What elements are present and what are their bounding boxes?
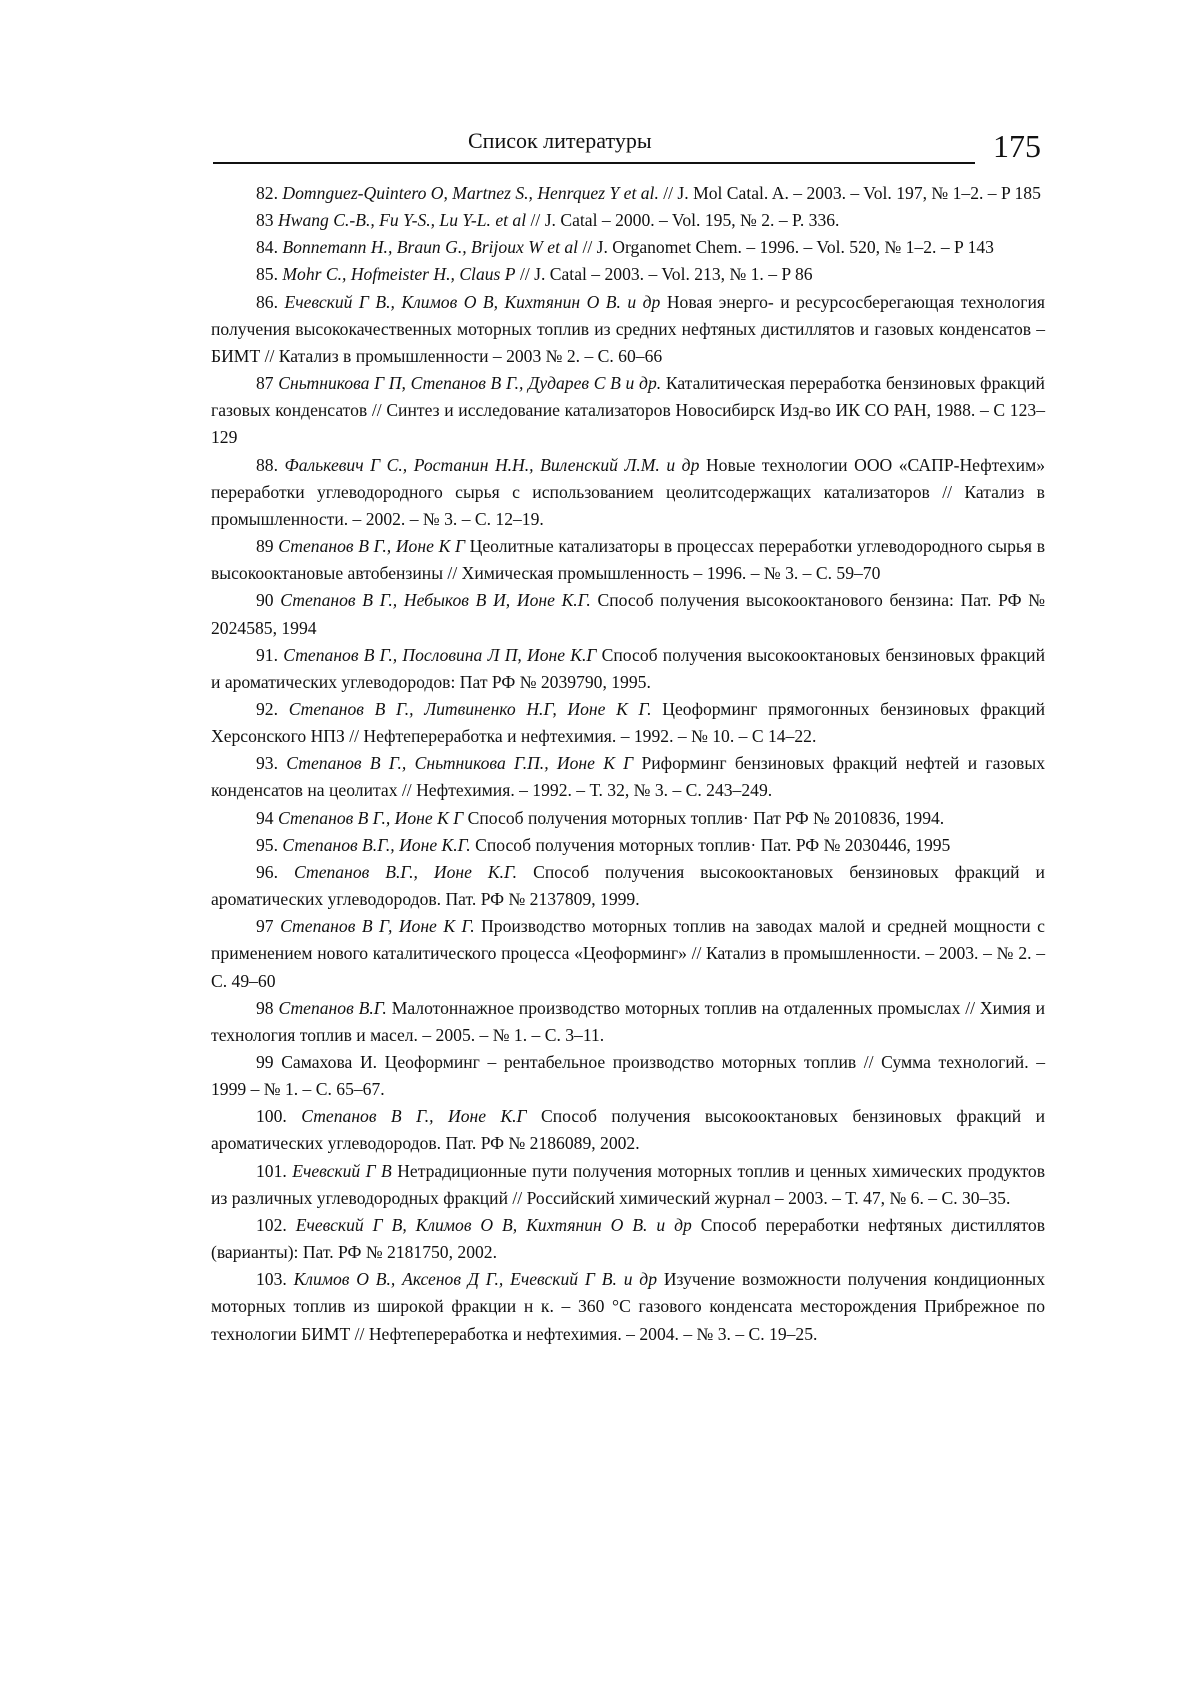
reference-item — [211, 234, 1045, 261]
reference-authors: Фалькевич Г С., Ростанин Н.Н., Виленский Л.М. и др — [284, 454, 700, 475]
reference-item — [211, 995, 1045, 1049]
reference-number: 85. — [256, 264, 278, 285]
reference-item — [211, 1103, 1045, 1157]
reference-text: Риформинг бензиновых фракций нефтей и газовых конденсатов на цеолитах // Нефтехимия. – 1992. – Т. 32, № 3. – С. 243–249. — [211, 753, 1045, 801]
reference-text: Новые технологии ООО «САПР-Нефтехим» переработки углеводородного сырья с использованием цеолитсодержащих катализаторов // Катализ в промышленности. – 2002. – № 3. – С. 12–19. — [211, 454, 1046, 529]
reference-authors: Климов О В., Аксенов Д Г., Ечевский Г В. и др — [293, 1269, 658, 1290]
reference-text: Малотоннажное производство моторных топлив на отдаленных промыслах // Химия и технология топлив и масел. – 2005. – № 1. – С. 3–11. — [211, 997, 1045, 1045]
reference-text: Цеолитные катализаторы в процессах переработки углеводородного сырья в высокооктановые автобензины // Химическая промышленность – 1996. – № 3. – С. 59–70 — [211, 536, 1046, 584]
reference-text: Способ получения высокооктановых бензиновых фракций и ароматических углеводородов. Пат. РФ № 2186089, 2002. — [211, 1106, 1045, 1154]
reference-authors: Степанов В Г., Небыков В И, Ионе К.Г. — [280, 590, 591, 611]
reference-number: 91. — [256, 644, 278, 665]
running-title: Список литературы — [468, 128, 652, 153]
reference-number: 97 — [256, 916, 274, 937]
reference-authors: Степанов В.Г., Ионе К.Г. — [294, 861, 518, 882]
reference-authors: Domnguez-Quintero O, Martnez S., Henrquez Y et al. — [282, 183, 659, 203]
reference-text: Самахова И. Цеоформинг – рентабельное производство моторных топлив // Сумма технологий. – 1999 – № 1. – С. 65–67. — [211, 1052, 1045, 1100]
page-number: 175 — [993, 128, 1041, 164]
reference-authors: Степанов В Г., Сньтникова Г.П., Ионе К Г — [286, 753, 634, 774]
reference-number: 82. — [256, 183, 278, 203]
reference-number: 100. — [256, 1106, 287, 1127]
reference-number: 88. — [256, 454, 278, 475]
reference-authors: Степанов В Г., Ионе К.Г — [301, 1106, 527, 1127]
reference-number: 83 — [256, 210, 274, 231]
reference-authors: Сньтникова Г П, Степанов В Г., Дударев С В и др. — [278, 373, 662, 394]
reference-number: 94 — [256, 807, 274, 828]
reference-text: // J. Mol Catal. A. – 2003. – Vol. 197, № 1–2. – P 185 — [663, 183, 1041, 203]
reference-authors: Ечевский Г В — [292, 1160, 392, 1181]
reference-item — [211, 1212, 1045, 1266]
header-rule — [213, 162, 975, 164]
reference-item — [211, 642, 1045, 696]
reference-authors: Bonnemann H., Braun G., Brijoux W et al — [282, 237, 579, 258]
reference-number: 90 — [256, 590, 274, 611]
reference-number: 101. — [256, 1160, 287, 1181]
reference-authors: Степанов В Г., Ионе К Г — [278, 536, 465, 557]
reference-item — [211, 750, 1045, 804]
reference-number: 92. — [256, 698, 278, 719]
reference-item — [211, 696, 1045, 750]
reference-authors: Степанов В Г., Пословина Л П, Ионе К.Г — [283, 644, 597, 665]
reference-number: 103. — [256, 1269, 287, 1290]
reference-item — [211, 832, 1045, 859]
reference-authors: Ечевский Г В, Климов О В, Кихтянин О В. и др — [295, 1214, 692, 1235]
reference-authors: Степанов В Г., Ионе К Г — [278, 807, 464, 828]
reference-item — [211, 452, 1045, 533]
reference-item — [211, 289, 1045, 370]
reference-text: Каталитическая переработка бензиновых фракций газовых конденсатов // Синтез и исследование катализаторов Новосибирск Изд-во ИК СО РАН, 1988. – С 123–129 — [211, 373, 1045, 448]
reference-text: Способ получения высокооктанового бензина: Пат. РФ № 2024585, 1994 — [211, 590, 1045, 638]
reference-authors: Mohr C., Hofmeister H., Claus P — [282, 264, 516, 285]
reference-number: 96. — [256, 861, 278, 882]
reference-item — [211, 261, 1045, 288]
reference-number: 93. — [256, 753, 278, 774]
reference-item — [211, 1266, 1045, 1347]
reference-text: // J. Organomet Chem. – 1996. – Vol. 520, № 1–2. – P 143 — [582, 237, 994, 258]
reference-number: 98 — [256, 997, 274, 1018]
reference-text: Способ получения моторных топлив· Пат РФ № 2010836, 1994. — [467, 807, 945, 828]
reference-item — [211, 913, 1045, 994]
reference-item — [211, 533, 1045, 587]
reference-item — [211, 1049, 1045, 1103]
reference-text: Нетрадиционные пути получения моторных топлив и ценных химических продуктов из различных углеводородных фракций // Российский химический журнал – 2003. – Т. 47, № 6. – С. 30–35. — [211, 1160, 1046, 1208]
reference-text: Цеоформинг прямогонных бензиновых фракций Херсонского НПЗ // Нефтепереработка и нефтехимия. – 1992. – № 10. – С 14–22. — [211, 698, 1046, 747]
reference-text: // J. Catal – 2003. – Vol. 213, № 1. – P 86 — [519, 264, 813, 285]
reference-text: Новая энерго- и ресурсосберегающая технология получения высококачественных моторных топлив из средних нефтяных дистиллятов и газовых конденсатов – БИМТ // Катализ в промышленности – 2003 № 2. – С. 60–66 — [211, 291, 1045, 366]
reference-item — [211, 1158, 1045, 1212]
reference-item — [211, 370, 1045, 451]
reference-item — [211, 587, 1045, 641]
reference-text: Способ получения высокооктановых бензиновых фракций и ароматических углеводородов. Пат. РФ № 2137809, 1999. — [211, 861, 1045, 910]
reference-authors: Степанов В.Г. — [278, 997, 387, 1018]
reference-number: 95. — [256, 834, 278, 855]
reference-number: 102. — [256, 1214, 287, 1235]
reference-list — [211, 180, 1045, 1348]
reference-item — [211, 207, 1045, 234]
reference-number: 89 — [256, 536, 274, 557]
reference-number: 84. — [256, 237, 278, 258]
reference-number: 87 — [256, 373, 274, 394]
reference-authors: Степанов В.Г., Ионе К.Г. — [282, 834, 471, 855]
reference-authors: Степанов В Г, Ионе К Г. — [280, 916, 475, 937]
reference-item — [211, 180, 1045, 207]
reference-authors: Ечевский Г В., Климов О В, Кихтянин О В. и др — [284, 291, 661, 312]
reference-text: Изучение возможности получения кондиционных моторных топлив из широкой фракции н к. – 360 °С газового конденсата месторождения Прибрежное по технологии БИМТ // Нефтепереработка и нефтехимия. – 2004. – № 3. – С. 19–25. — [211, 1269, 1046, 1344]
reference-item — [211, 859, 1045, 913]
reference-authors: Степанов В Г., Литвиненко Н.Г, Ионе К Г. — [288, 698, 652, 719]
reference-text: Способ получения моторных топлив· Пат. РФ № 2030446, 1995 — [475, 834, 951, 855]
reference-item — [211, 805, 1045, 832]
reference-text: // J. Catal – 2000. – Vol. 195, № 2. – P. 336. — [530, 210, 840, 231]
reference-text: Способ получения высокооктановых бензиновых фракций и ароматических углеводородов: Пат РФ № 2039790, 1995. — [211, 644, 1045, 692]
reference-authors: Hwang C.-B., Fu Y-S., Lu Y-L. et al — [278, 210, 527, 231]
reference-number: 99 — [256, 1052, 274, 1072]
reference-text: Способ переработки нефтяных дистиллятов (варианты): Пат. РФ № 2181750, 2002. — [211, 1214, 1045, 1263]
reference-number: 86. — [256, 291, 278, 312]
reference-text: Производство моторных топлив на заводах малой и средней мощности с применением нового каталитического процесса «Цеоформинг» // Катализ в промышленности. – 2003. – № 2. – С. 49–60 — [211, 916, 1045, 991]
